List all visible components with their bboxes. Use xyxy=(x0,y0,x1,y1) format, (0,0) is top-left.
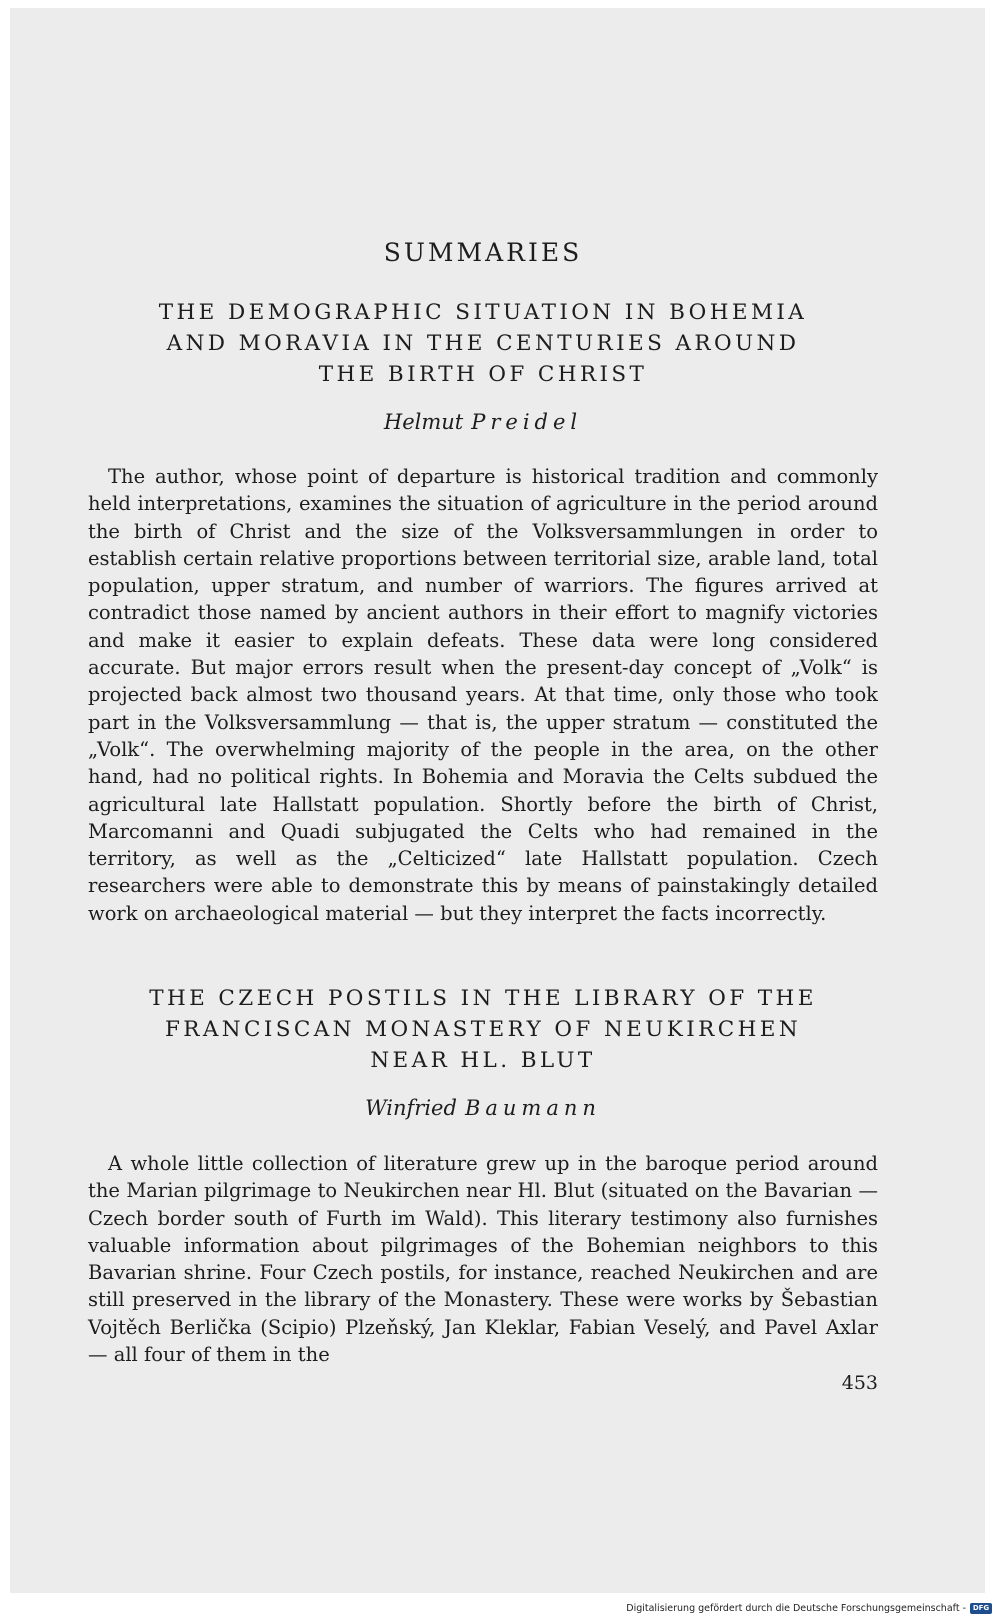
footer-text: Digitalisierung gefördert durch die Deutsche Forschungsgemeinschaft - xyxy=(626,1602,966,1614)
page-heading: SUMMARIES xyxy=(383,238,583,267)
section-title-line: THE BIRTH OF CHRIST xyxy=(318,362,648,387)
section-body: The author, whose point of departure is historical tradition and commonly held interpretations, examines the situation of agriculture in the period around the birth of Christ and the size of the Volksversammlungen in order to establish certain relative proportions between territorial size, arable land, total population, upper stratum, and number of warriors. The figures arrived at contradict those named by ancient authors in their effort to magnify victories and make it easier to explain defeats. These data were long considered accurate. But major errors result when the present-day concept of „Volk“ is projected back almost two thousand years. At that time, only those who took part in the Volksversammlung — that is, the upper stratum — constituted the „Volk“. The overwhelming majority of the people in the area, on the other hand, had no political rights. In Bohemia and Moravia the Celts subdued the agricultural late Hallstatt population. Shortly before the birth of Christ, Marcomanni and Quadi subjugated the Celts who had remained in the territory, as well as the „Celticized“ late Hallstatt population. Czech researchers were able to demonstrate this by means of painstakingly detailed work on archaeological material — but they interpret the facts incorrectly. xyxy=(88,465,878,925)
section-title-line: AND MORAVIA IN THE CENTURIES AROUND xyxy=(166,331,800,356)
section-title-line: THE CZECH POSTILS IN THE LIBRARY OF THE xyxy=(149,986,817,1011)
dfg-logo-icon: DFG xyxy=(970,1603,992,1614)
author-given-name: Helmut xyxy=(383,410,464,434)
scanned-page xyxy=(10,8,985,1593)
section-title xyxy=(88,983,878,1076)
author-given-name: Winfried xyxy=(365,1096,457,1120)
section-author xyxy=(88,1096,878,1120)
author-family-name: Baumann xyxy=(464,1096,601,1120)
digitization-footer xyxy=(560,1600,992,1616)
section-body: A whole little collection of literature grew up in the baroque period around the Marian pilgrimage to Neukirchen near Hl. Blut (situated on the Bavarian — Czech border south of Furth im Wald). This literary testimony also furnishes valuable information about pilgrimages of the Bohemian neighbors to this Bavarian shrine. Four Czech postils, for instance, reached Neukirchen and are still preserved in the library of the Monastery. These were works by Šebastian Vojtěch Berlička (Scipio) Plzeňský, Jan Kleklar, Fabian Veselý, and Pavel Axlar — all four of them in the xyxy=(88,1152,878,1367)
section-title-line: THE DEMOGRAPHIC SITUATION IN BOHEMIA xyxy=(158,300,808,325)
section-author xyxy=(88,410,878,434)
page-number: 453 xyxy=(841,1372,878,1394)
section-title-line: NEAR HL. BLUT xyxy=(370,1048,596,1073)
section-title xyxy=(88,297,878,390)
author-family-name: Preidel xyxy=(471,410,583,434)
section-title-line: FRANCISCAN MONASTERY OF NEUKIRCHEN xyxy=(164,1017,802,1042)
